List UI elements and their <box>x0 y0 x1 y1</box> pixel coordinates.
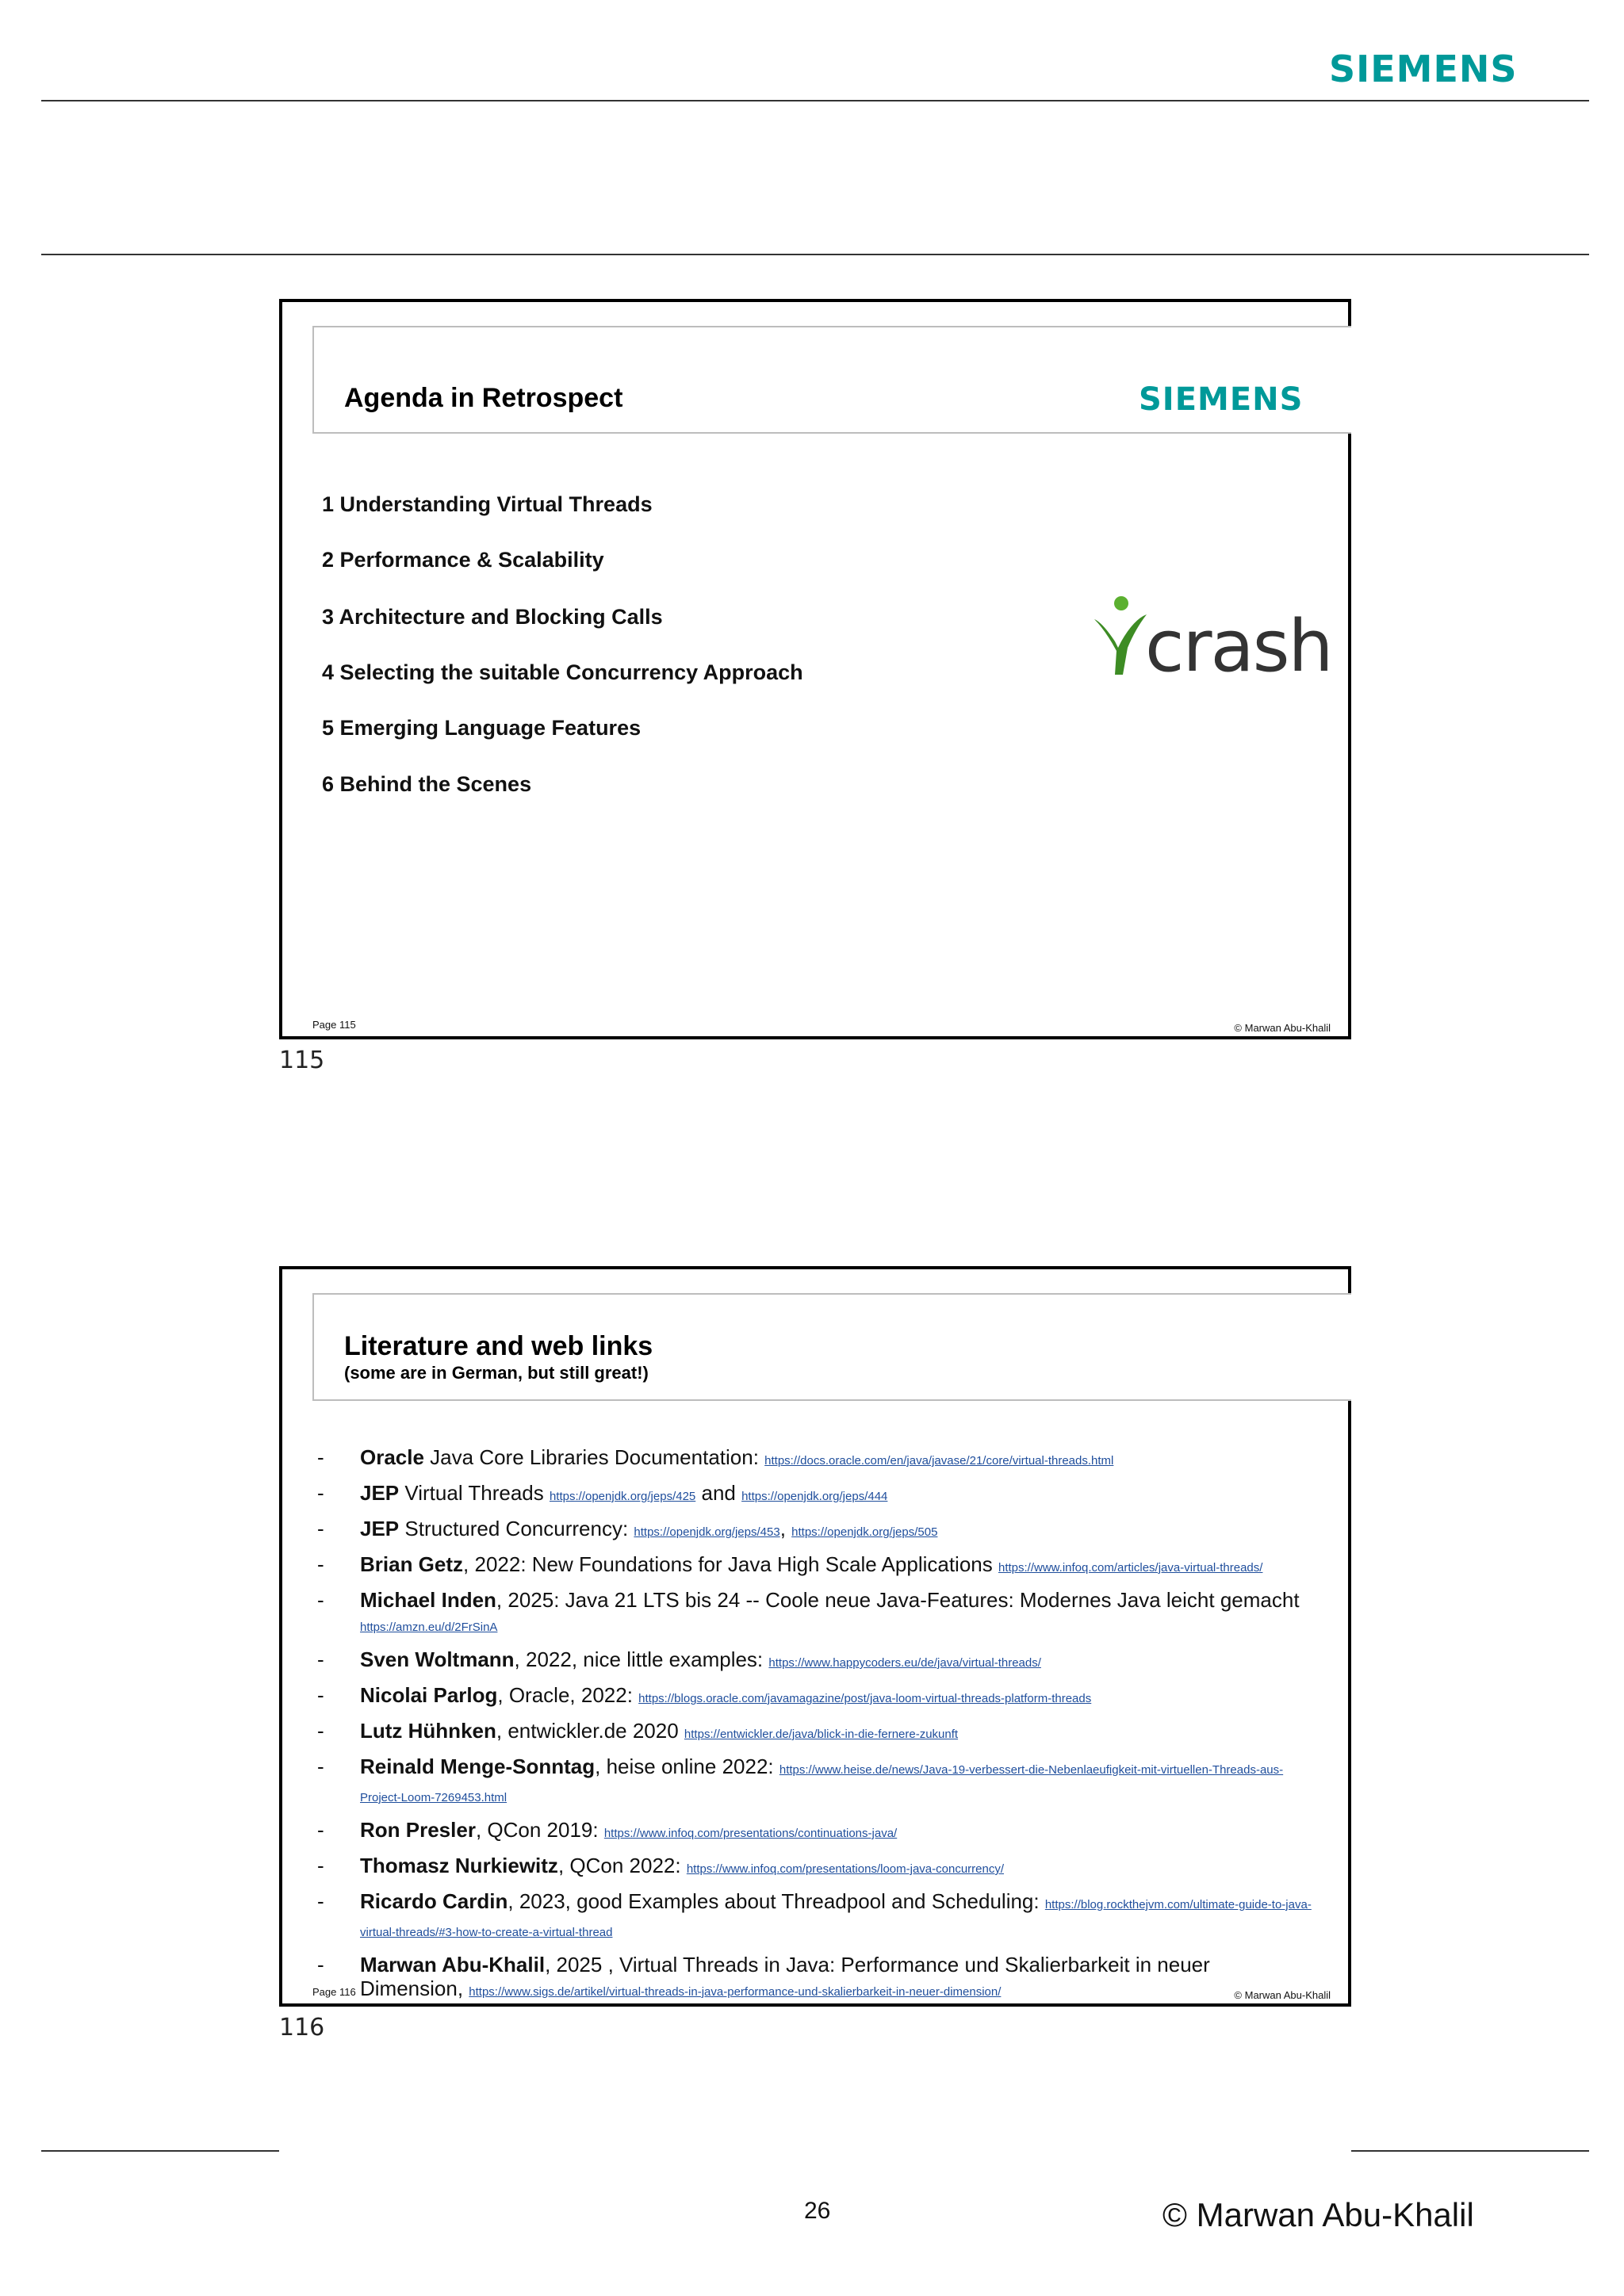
list-item: - Brian Getz, 2022: New Foundations for Java High Scale Applications https://www.infoq.com/articles/java-virtual-threads/ <box>317 1552 1263 1576</box>
list-item: - Nicolai Parlog, Oracle, 2022: https://blogs.oracle.com/javamagazine/post/java-loom-virtual-threads-platform-threads <box>317 1683 1092 1707</box>
list-item: - Thomasz Nurkiewitz, QCon 2022: https://www.infoq.com/presentations/loom-java-concurrency/ <box>317 1854 1005 1877</box>
web-link[interactable]: https://blog.rockthejvm.com/ultimate-guide-to-java-virtual-threads/#3-how-to-create-a-virtual-thread <box>360 1898 1312 1939</box>
web-link[interactable]: https://www.infoq.com/presentations/loom-java-concurrency/ <box>686 1862 1005 1876</box>
web-link[interactable]: https://openjdk.org/jeps/453 <box>634 1525 780 1539</box>
slide-page-label: Page 115 <box>312 1019 356 1031</box>
agenda-item: 3 Architecture and Blocking Calls <box>322 605 663 629</box>
web-link[interactable]: https://www.infoq.com/presentations/continuations-java/ <box>603 1827 898 1840</box>
slide-siemens-logo: SIEMENS <box>1139 381 1304 418</box>
crash-logo <box>1091 595 1332 691</box>
footer-rule-right <box>1351 2150 1589 2152</box>
agenda-item: 1 Understanding Virtual Threads <box>322 492 653 516</box>
list-item: - Ron Presler, QCon 2019: https://www.infoq.com/presentations/continuations-java/ <box>317 1818 898 1842</box>
list-item: - Oracle Java Core Libraries Documentation: https://docs.oracle.com/en/java/javase/21/core/virtual-threads.html <box>317 1445 1114 1469</box>
web-link[interactable]: https://www.heise.de/news/Java-19-verbessert-die-Nebenlaeufigkeit-mit-virtuellen-Threads-aus-Project-Loom-7269453.html <box>360 1763 1284 1804</box>
agenda-item: 2 Performance & Scalability <box>322 548 604 572</box>
slide-number: 116 <box>279 2014 325 2042</box>
web-link[interactable]: https://blogs.oracle.com/javamagazine/post/java-loom-virtual-threads-platform-threads <box>638 1692 1092 1705</box>
slide-title-box <box>312 1293 1351 1401</box>
list-item: - Reinald Menge-Sonntag, heise online 2022: https://www.heise.de/news/Java-19-verbessert-die-Nebenlaeufigkeit-mit-virtuellen-Threads-aus-Project-Loom-7269453.html <box>317 1755 1284 1804</box>
slide-copyright: © Marwan Abu-Khalil <box>1234 1989 1331 2001</box>
literature-list <box>317 1445 1316 2012</box>
list-item: - Sven Woltmann, 2022, nice little examples: https://www.happycoders.eu/de/java/virtual-threads/ <box>317 1647 1041 1671</box>
slide-agenda <box>279 299 1351 1039</box>
list-item: - JEP Virtual Threads https://openjdk.org/jeps/425 and https://openjdk.org/jeps/444 <box>317 1481 888 1505</box>
slide-title: Agenda in Retrospect <box>344 383 623 413</box>
web-link[interactable]: https://www.sigs.de/artikel/virtual-threads-in-java-performance-und-skalierbarkeit-in-neuer-dimension/ <box>469 1985 1002 1999</box>
web-link[interactable]: https://openjdk.org/jeps/444 <box>741 1490 888 1503</box>
slide-literature <box>279 1266 1351 2007</box>
web-link[interactable]: https://docs.oracle.com/en/java/javase/21/core/virtual-threads.html <box>764 1454 1114 1468</box>
list-item: - Marwan Abu-Khalil, 2025 , Virtual Threads in Java: Performance und Skalierbarkeit in neuer Dimension, https://www.sigs.de/artikel/virtual-threads-in-java-performance-und-skalierbarkeit-in-neuer-dimension/ <box>317 1953 1210 2000</box>
slide-title-box <box>312 326 1351 434</box>
footer-copyright: © Marwan Abu-Khalil <box>1162 2196 1474 2233</box>
web-link[interactable]: https://openjdk.org/jeps/425 <box>549 1490 696 1503</box>
header-rule-bottom <box>41 254 1589 255</box>
web-link[interactable]: https://www.infoq.com/articles/java-virtual-threads/ <box>998 1561 1263 1575</box>
footer-page-number: 26 <box>804 2198 831 2224</box>
web-link[interactable]: https://amzn.eu/d/2FrSinA <box>360 1621 498 1634</box>
list-item: - Lutz Hühnken, entwickler.de 2020 https://entwickler.de/java/blick-in-die-fernere-zukunft <box>317 1719 959 1743</box>
slide-number: 115 <box>279 1047 325 1074</box>
web-link[interactable]: https://www.happycoders.eu/de/java/virtual-threads/ <box>768 1656 1041 1670</box>
siemens-logo: SIEMENS <box>1329 48 1518 90</box>
list-item: - Ricardo Cardin, 2023, good Examples about Threadpool and Scheduling: https://blog.rockthejvm.com/ultimate-guide-to-java-virtual-threads/#3-how-to-create-a-virtual-thread <box>317 1889 1312 1939</box>
slide-subtitle: (some are in German, but still great!) <box>344 1363 649 1383</box>
slide-page-label: Page 116 <box>312 1986 356 1998</box>
agenda-item: 6 Behind the Scenes <box>322 772 532 796</box>
slide-copyright: © Marwan Abu-Khalil <box>1234 1022 1331 1034</box>
header-rule-top <box>41 100 1589 101</box>
list-item: - Michael Inden, 2025: Java 21 LTS bis 24 -- Coole neue Java-Features: Modernes Java leicht gemacht https://amzn.eu/d/2FrSinA <box>317 1588 1300 1634</box>
crash-logo-text: crash <box>1145 605 1332 688</box>
web-link[interactable]: https://entwickler.de/java/blick-in-die-fernere-zukunft <box>684 1728 959 1741</box>
list-item: - JEP Structured Concurrency: https://openjdk.org/jeps/453, https://openjdk.org/jeps/505 <box>317 1517 938 1540</box>
web-link[interactable]: https://openjdk.org/jeps/505 <box>791 1525 938 1539</box>
footer-rule-left <box>41 2150 279 2152</box>
agenda-item: 4 Selecting the suitable Concurrency Approach <box>322 660 803 684</box>
agenda-item: 5 Emerging Language Features <box>322 716 642 740</box>
slide-title: Literature and web links <box>344 1331 653 1361</box>
